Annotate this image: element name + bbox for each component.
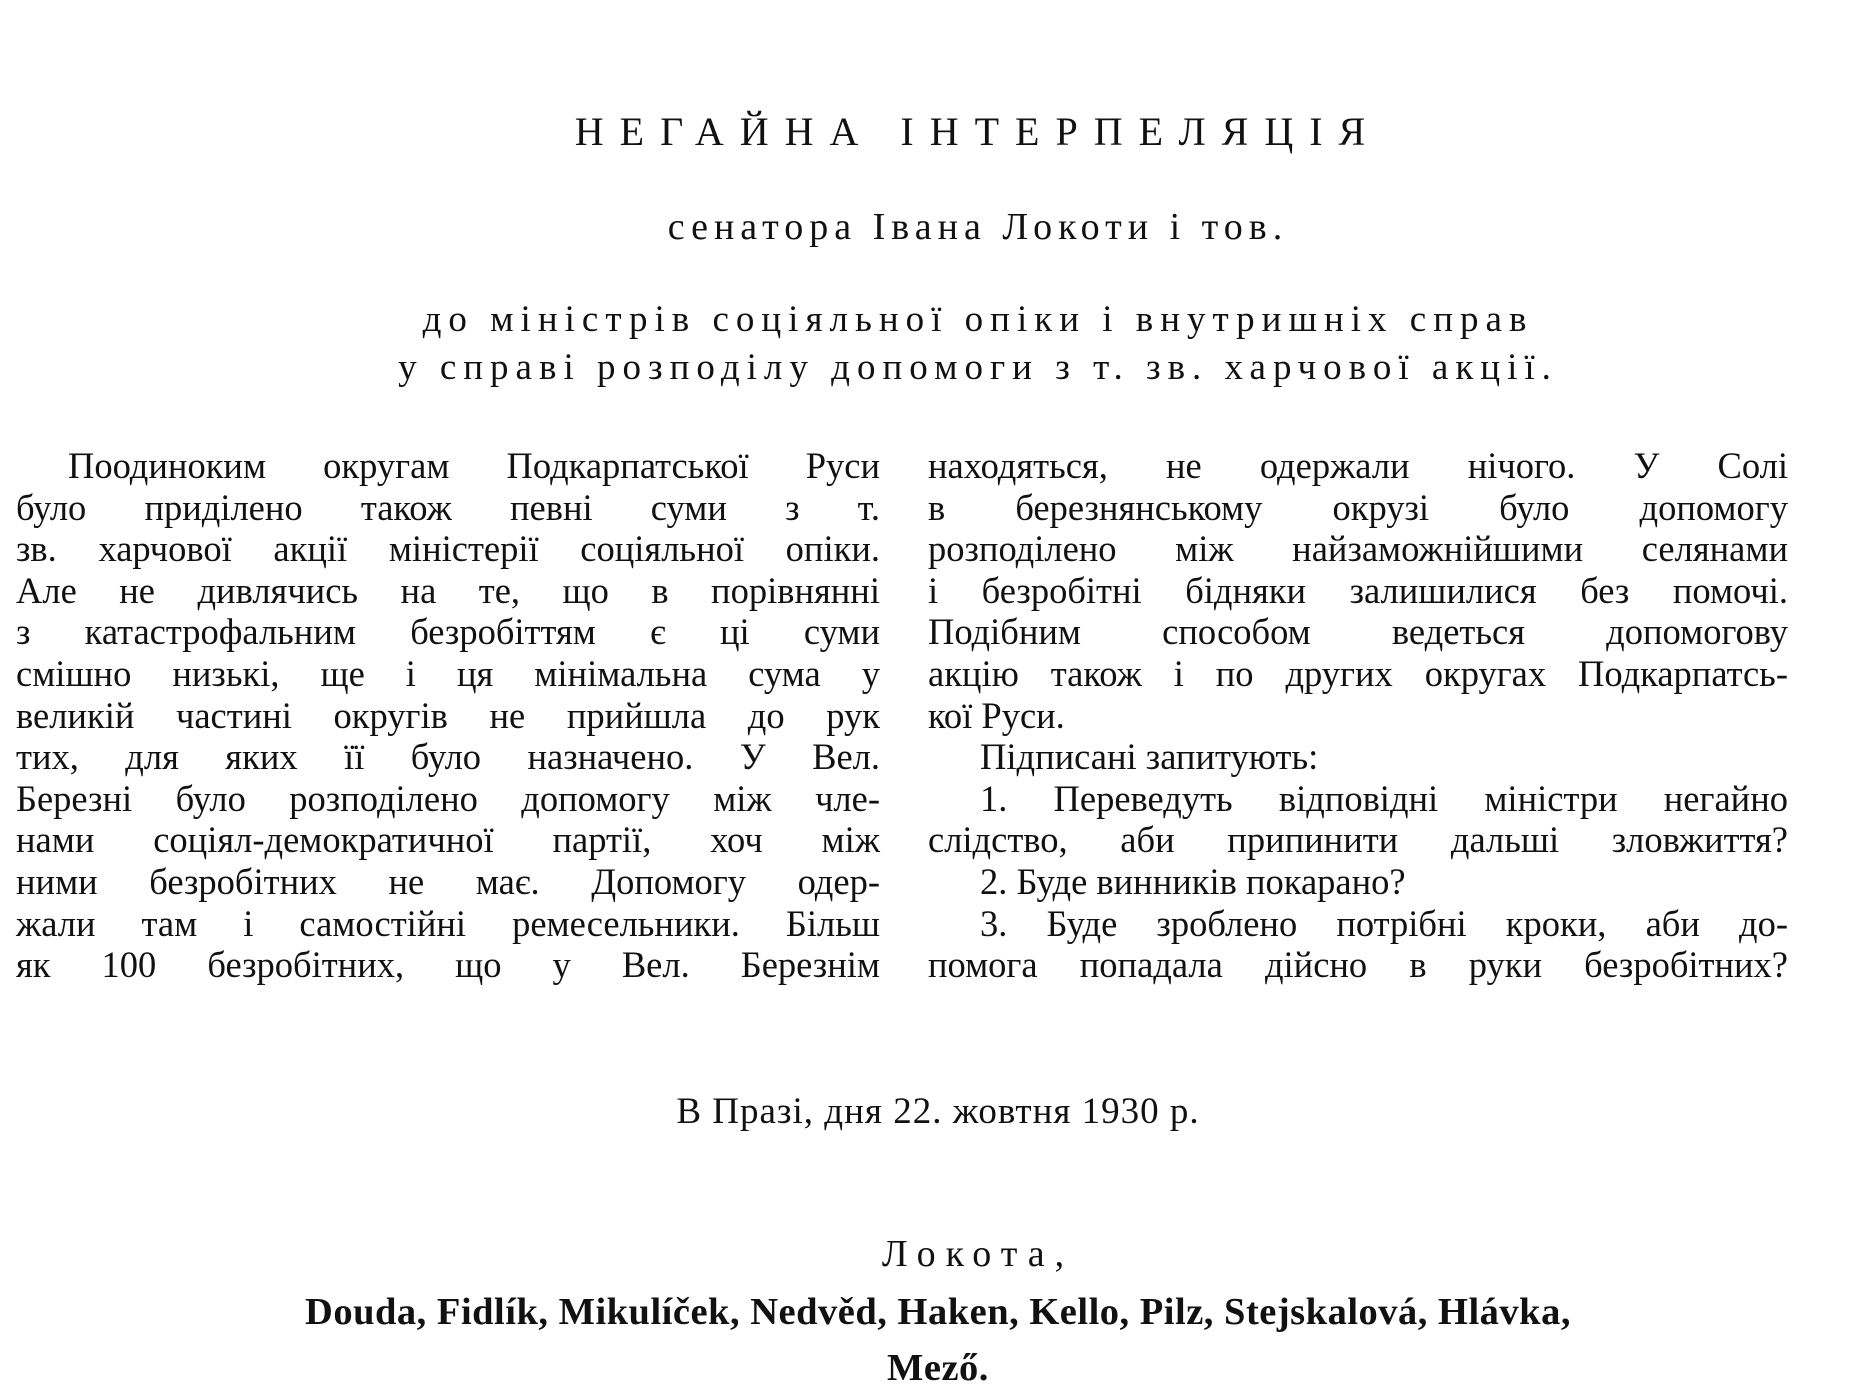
- question-1-cont: слідство, аби припинити дальші зловжиття?: [928, 819, 1788, 861]
- body-line: ними безробітних не має. Допомогу одер-: [16, 860, 880, 902]
- dateline: В Празі, дня 22. жовтня 1930 р.: [676, 1091, 1200, 1132]
- body-line: зв. харчової акції міністерії соціяльної опіки.: [16, 528, 880, 570]
- body-line: акцію також і по других округах Подкарпатсь-: [928, 652, 1788, 694]
- signer-name: Локота,: [881, 1233, 1075, 1275]
- cosigners-line-2: Mező.: [887, 1347, 989, 1389]
- body-line: нами соціял-демократичної партії, хоч між: [16, 819, 880, 861]
- addressee-line-1: до міністрів соціяльної опіки і внутришніх справ: [422, 299, 1534, 340]
- body-line: кої Руси.: [928, 694, 1065, 736]
- body-line: Березні було розподілено допомогу між чле-: [16, 777, 880, 819]
- body-line: жали там і самостійні ремесельники. Більш: [16, 902, 880, 944]
- question-3-cont: помога попадала дійсно в руки безробітних?: [928, 944, 1788, 986]
- body-line: було приділено також певні суми з т.: [16, 486, 880, 528]
- body-line: Але не дивлячись на те, що в порівнянні: [16, 569, 880, 611]
- body-left-column: [16, 445, 880, 986]
- body-line: з катастрофальним безробіттям є ці суми: [16, 611, 880, 653]
- body-line: тих, для яких її було назначено. У Вел.: [16, 736, 880, 778]
- question-2: 2. Буде винників покарано?: [980, 860, 1406, 902]
- cosigners-line-1: Douda, Fidlík, Mikulíček, Nedvěd, Haken, Kello, Pilz, Stejskalová, Hlávka,: [305, 1291, 1571, 1333]
- question-3: 3. Буде зроблено потрібні кроки, аби до-: [980, 902, 1788, 944]
- addressee-line-2: у справі розподілу допомоги з т. зв. харчової акції.: [398, 347, 1558, 388]
- body-line: Подібним способом ведеться допомогову: [928, 611, 1788, 653]
- body-line: як 100 безробітних, що у Вел. Березнім: [16, 944, 880, 986]
- document-title: НЕГАЙНА ІНТЕРПЕЛЯЦІЯ: [574, 109, 1382, 154]
- question-1: 1. Переведуть відповідні міністри негайно: [980, 777, 1788, 819]
- body-line: великій частині округів не прийшла до рук: [16, 694, 880, 736]
- cosigners-list: [30, 1284, 1846, 1396]
- body-line: в березнянському окрузі було допомогу: [928, 486, 1788, 528]
- document-subtitle: сенатора Івана Локоти і тов.: [667, 206, 1289, 248]
- questions-intro: Підписані запитують:: [980, 736, 1319, 778]
- body-line: Поодиноким округам Подкарпатської Руси: [68, 445, 880, 486]
- body-right-column: [928, 445, 1788, 986]
- body-line: находяться, не одержали нічого. У Солі: [928, 445, 1788, 486]
- body-line: і безробітні бідняки залишилися без помочі.: [928, 569, 1788, 611]
- body-line: розподілено між найзаможнійшими селянами: [928, 528, 1788, 570]
- body-line: смішно низькі, ще і ця мінімальна сума у: [16, 652, 880, 694]
